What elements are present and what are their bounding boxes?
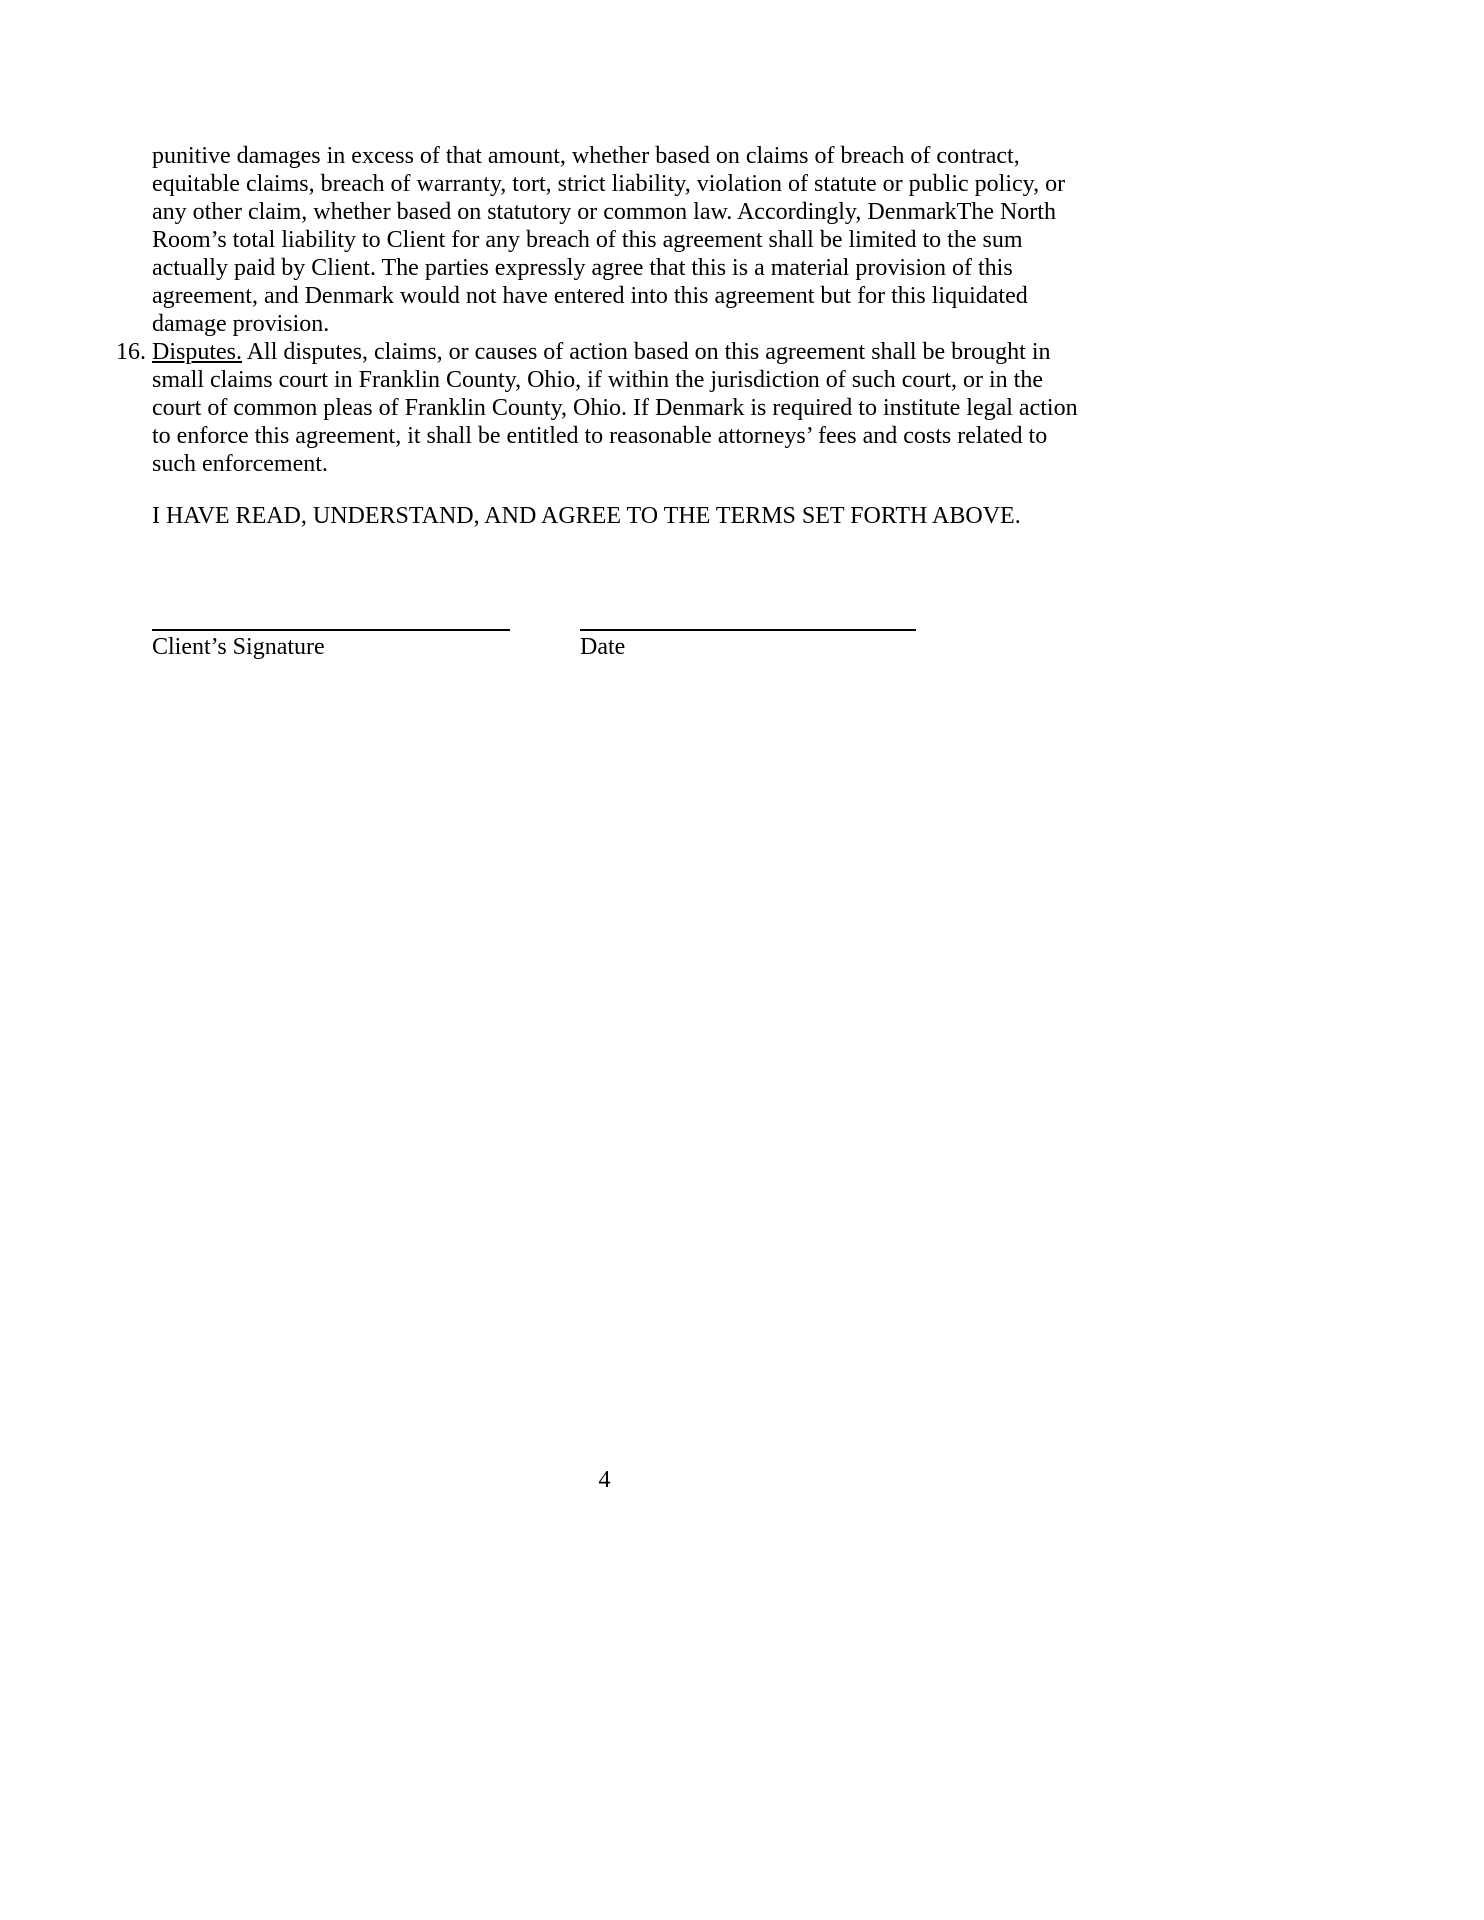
continuation-paragraph: punitive damages in excess of that amount, whether based on claims of breach of contract, equitable claims, breach of warranty, tort, strict liability, violation of statute or public policy, or any other claim, whether based on statutory or common law. Accordingly, DenmarkThe North Room’s total liability to Client for any breach of this agreement shall be limited to the sum actually paid by Client. The parties expressly agree that this is a material provision of this agreement, and Denmark would not have entered into this agreement but for this liquidated damage provision. — [152, 143, 1066, 337]
client-signature-label: Client’s Signature — [152, 634, 325, 660]
date-label: Date — [580, 634, 626, 660]
client-signature-line — [152, 629, 510, 631]
signature-lines — [152, 629, 1097, 631]
item-heading: Disputes. — [152, 339, 242, 365]
acknowledgment-text: I HAVE READ, UNDERSTAND, AND AGREE TO THE TERMS SET FORTH ABOVE. — [152, 503, 1021, 529]
page-number: 4 — [598, 1467, 611, 1493]
item-text: All disputes, claims, or causes of action based on this agreement shall be brought in small claims court in Franklin County, Ohio, if within the jurisdiction of such court, or in the court of common pleas of Franklin County, Ohio. If Denmark is required to institute legal action to enforce this agreement, it shall be entitled to reasonable attorneys’ fees and costs related to such enforcement. — [152, 339, 1078, 477]
list-item-16 — [116, 338, 1097, 478]
list-item-number: 16. — [116, 339, 146, 365]
document-content — [116, 142, 1097, 661]
signature-labels — [152, 633, 1097, 661]
date-line — [580, 629, 916, 631]
list-item-body — [152, 338, 1097, 478]
